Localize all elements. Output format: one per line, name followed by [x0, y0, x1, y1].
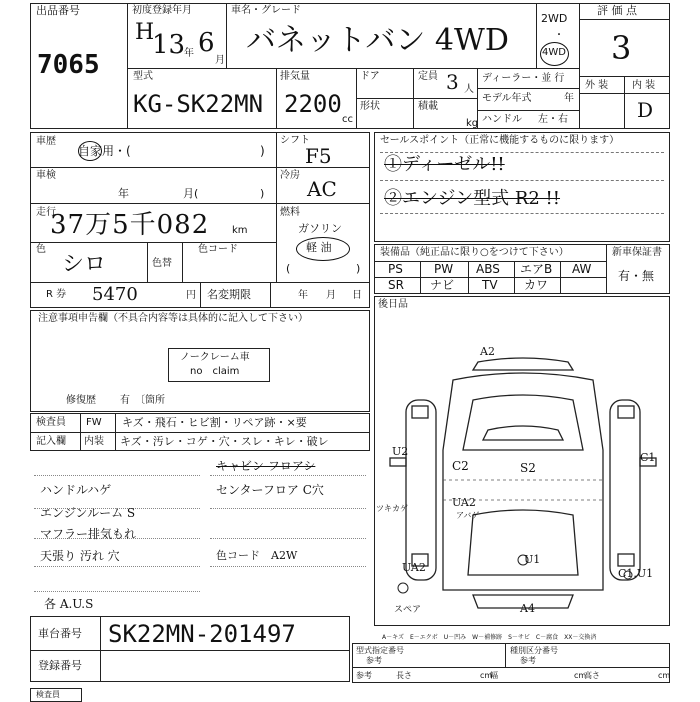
chassis-label: 車台番号 [38, 627, 82, 640]
handle-label: ハンドル [482, 114, 522, 125]
mark-c1: C1 [640, 451, 656, 464]
color-code-label: 色コード [198, 244, 238, 255]
rule-line [34, 566, 200, 567]
grade-value: 3 [611, 29, 632, 67]
month-unit: 月 [215, 55, 225, 66]
cm-unit: cm [574, 671, 587, 680]
bottom-inspector-label: 検査員 [36, 690, 60, 699]
rule-line [210, 508, 366, 509]
wheel [618, 406, 634, 418]
fuel-label: 燃料 [280, 207, 300, 218]
yen-unit: 円 [186, 290, 196, 301]
mark-tsukikae: ツキカゲ [376, 504, 408, 513]
mark-u2: U2 [392, 445, 409, 458]
note-right-1: キャビン フロアシ [216, 459, 316, 473]
door-label: ドア [360, 71, 380, 82]
divider [380, 152, 664, 153]
divider [579, 19, 670, 20]
equip-tv: TV [482, 278, 498, 292]
shift-label: シフト [280, 135, 310, 146]
equip-pw: PW [434, 262, 454, 276]
entry-label: 記入欄 [36, 436, 66, 447]
repair-value: 有 〔箇所 [120, 395, 165, 406]
cc-unit: cc [342, 114, 353, 125]
year-unit: 年 [298, 290, 308, 301]
divider [477, 88, 579, 89]
dot: ・ [554, 30, 564, 41]
equip-leather: カワ [524, 278, 549, 292]
dims-label: 参考 [356, 671, 372, 680]
car-name-label: 車名・グレード [231, 5, 301, 16]
divider [226, 3, 227, 68]
no-claim-text-1: ノークレーム車 [180, 352, 250, 363]
divider [30, 650, 350, 651]
divider [380, 213, 664, 214]
length-label: 長さ [396, 671, 412, 680]
chassis-number: SK22MN-201497 [108, 620, 296, 648]
grade-label: 評 価 点 [597, 4, 637, 17]
divider [413, 98, 414, 129]
note-left-2: エンジンルーム S [40, 506, 136, 520]
sales-point-2: ②エンジン型式 R2 !! [384, 188, 561, 209]
displacement-label: 排気量 [280, 71, 310, 82]
dealer-label: ディーラー・並 行 [482, 73, 565, 84]
paren-close: ) [260, 187, 265, 200]
type-class-label: 種別区分番号 [510, 646, 558, 655]
equip-abs: ABS [476, 262, 500, 276]
divider [352, 667, 670, 668]
rule-line [210, 538, 366, 539]
note-left-1: ハンドルハゲ [40, 483, 112, 497]
paren-close: ) [260, 144, 265, 158]
capacity-label: 定員 [418, 71, 438, 82]
shape-label: 形状 [360, 101, 380, 112]
shift-value: F5 [305, 144, 332, 168]
first-reg-era: H [135, 20, 155, 45]
fuel-gasoline: ガソリン [298, 222, 342, 235]
r-ticket-value: 5470 [92, 284, 138, 305]
spare-label: スペア [394, 605, 422, 615]
first-reg-year: 13 [152, 30, 186, 60]
capacity: 3 [446, 70, 459, 94]
divider [477, 68, 478, 129]
ref-label: 参考 [366, 656, 382, 665]
divider [200, 282, 201, 308]
front-bumper [473, 358, 573, 370]
divider [420, 261, 421, 294]
model-year-label: モデル年式 [482, 93, 532, 104]
right-side-panel [610, 400, 640, 580]
rule-line [34, 475, 200, 476]
ac-value: AC [307, 177, 337, 201]
divider [127, 3, 128, 129]
later-items-label: 後日品 [378, 299, 408, 310]
windshield [463, 395, 583, 450]
registration-label: 登録番号 [38, 659, 82, 672]
rule-line [210, 475, 366, 476]
drive-2wd: 2WD [541, 12, 568, 25]
rule-line [34, 591, 200, 592]
sales-points-label: セールスポイント（正常に機能するものに限ります） [380, 135, 620, 146]
interior-grade: D [637, 98, 654, 122]
divider [30, 432, 370, 433]
width-label: 幅 [490, 671, 498, 680]
divider [477, 110, 579, 111]
sales-point-1: ①ディーゼル!! [384, 154, 505, 175]
divider [536, 3, 537, 68]
left-side-panel [406, 400, 436, 580]
history-value: 自家用・( [78, 144, 131, 158]
first-reg-month: 6 [198, 28, 215, 58]
history-label: 車歴 [36, 136, 56, 147]
divider [468, 261, 469, 294]
divider [100, 616, 101, 682]
equipment-label: 装備品（純正品に限り○をつけて下さい） [380, 247, 569, 258]
divider [413, 68, 414, 98]
first-reg-label: 初度登録年月 [132, 5, 192, 16]
roof-panel [483, 426, 563, 440]
month-unit: 月( [183, 187, 199, 200]
car-body [443, 373, 603, 590]
equip-sr: SR [388, 278, 404, 292]
divider [276, 132, 277, 282]
equip-airbag: エアB [520, 262, 553, 276]
divider [147, 242, 148, 282]
divider [514, 261, 515, 294]
paren-close: ) [356, 262, 361, 275]
color-change-label: 色替 [152, 258, 172, 269]
divider [276, 68, 277, 129]
divider [30, 203, 276, 204]
wheel [412, 406, 428, 418]
displacement: 2200 [284, 90, 342, 118]
drive-4wd: 4WD [542, 47, 566, 58]
mark-a4: A4 [520, 602, 535, 615]
remarks-label: 注意事項申告欄（不具合内容等は具体的に記入して下さい） [38, 313, 308, 324]
divider [30, 167, 276, 168]
spare-mark [398, 583, 408, 593]
warranty-label: 新車保証書 [612, 247, 662, 258]
mark-s2: S2 [520, 461, 536, 475]
divider [579, 3, 580, 129]
model-code: KG-SK22MN [133, 90, 264, 118]
mark-ua2-left: UA2 [402, 561, 426, 574]
divider [270, 282, 271, 308]
fuel-diesel: 軽 油 [306, 241, 332, 254]
divider [505, 643, 506, 667]
car-name: バネットバン 4WD [246, 23, 509, 58]
inspector-row-1: キズ・飛石・ヒビ割・リペア跡・×要 [122, 416, 307, 429]
r-ticket-label: R 券 [46, 289, 67, 300]
interior-label: 内装 [84, 436, 104, 447]
handle-value: 左・右 [538, 114, 568, 125]
equip-aw: AW [572, 262, 592, 276]
color-value: シロ [62, 252, 107, 277]
year-unit: 年 [184, 48, 194, 59]
divider [356, 98, 477, 99]
mark-a2-top: A2 [480, 345, 495, 358]
inspector-label: 検査員 [36, 417, 66, 428]
exterior-label: 外 装 [585, 80, 609, 91]
km-unit: km [232, 225, 248, 236]
warranty-value: 有・無 [618, 269, 655, 283]
left-mirror [390, 458, 406, 466]
sales-points-frame [374, 132, 670, 242]
divider [276, 167, 370, 168]
note-right-2: センターフロア C穴 [216, 483, 324, 497]
mark-c2: C2 [452, 459, 469, 473]
note-left-3: マフラー排気もれ [40, 527, 137, 541]
year-unit: 年 [564, 93, 574, 104]
height-label: 高さ [584, 671, 600, 680]
divider [276, 203, 370, 204]
ac-label: 冷房 [280, 170, 300, 181]
rule-line [210, 566, 366, 567]
repair-label: 修復歴 [66, 395, 96, 406]
car-damage-diagram [378, 340, 668, 625]
note-left-4: 天張り 汚れ 穴 [40, 549, 120, 563]
interior-label: 内 装 [632, 80, 656, 91]
color-label: 色 [36, 244, 46, 255]
ref-label: 参考 [520, 656, 536, 665]
type-designation-label: 型式指定番号 [356, 646, 404, 655]
year-unit: 年 [118, 187, 129, 200]
note-right-4: 色コード A2W [216, 549, 298, 562]
month-unit: 月 [326, 290, 336, 301]
wheel [618, 554, 634, 566]
lot-number: 7065 [37, 50, 100, 80]
divider [128, 68, 579, 69]
capacity-unit: 人 [464, 84, 474, 95]
divider [579, 93, 670, 94]
divider [624, 76, 625, 129]
divider [182, 242, 183, 282]
model-label: 型式 [133, 71, 153, 82]
cm-unit: cm [480, 671, 493, 680]
cm-unit: cm [658, 671, 671, 680]
lot-number-label: 出品番号 [36, 4, 80, 17]
inspector-row-2: キズ・汚レ・コゲ・穴・スレ・キレ・破レ [120, 435, 329, 448]
mark-c1-u1: C1.U1 [618, 567, 654, 580]
divider [380, 180, 664, 181]
inspection-label: 車検 [36, 170, 56, 181]
damage-legend: A－キズ E－エクボ U－凹み W－補修跡 S－サビ C－腐食 XX－交換済 [382, 634, 597, 641]
divider [560, 261, 561, 294]
mark-u1: U1 [524, 553, 541, 566]
mark-ua2: UA2 [452, 496, 476, 509]
equip-ps: PS [388, 262, 403, 276]
equip-navi: ナビ [430, 278, 455, 292]
fw-label: FW [86, 417, 102, 428]
mileage-label: 走行 [36, 207, 56, 218]
mark-ua2-sub: アバゲ [456, 511, 480, 520]
kg-unit: kg [466, 118, 479, 129]
no-claim-text-2: no claim [190, 366, 240, 377]
divider [606, 244, 607, 294]
mileage-value: 37万5千082 [50, 210, 210, 240]
load-label: 積載 [418, 101, 438, 112]
divider [30, 242, 276, 243]
note-left-5: 各 A.U.S [44, 597, 94, 611]
name-change-label: 名変期限 [207, 288, 251, 301]
paren-open: ( [286, 262, 291, 275]
day-unit: 日 [352, 290, 362, 301]
